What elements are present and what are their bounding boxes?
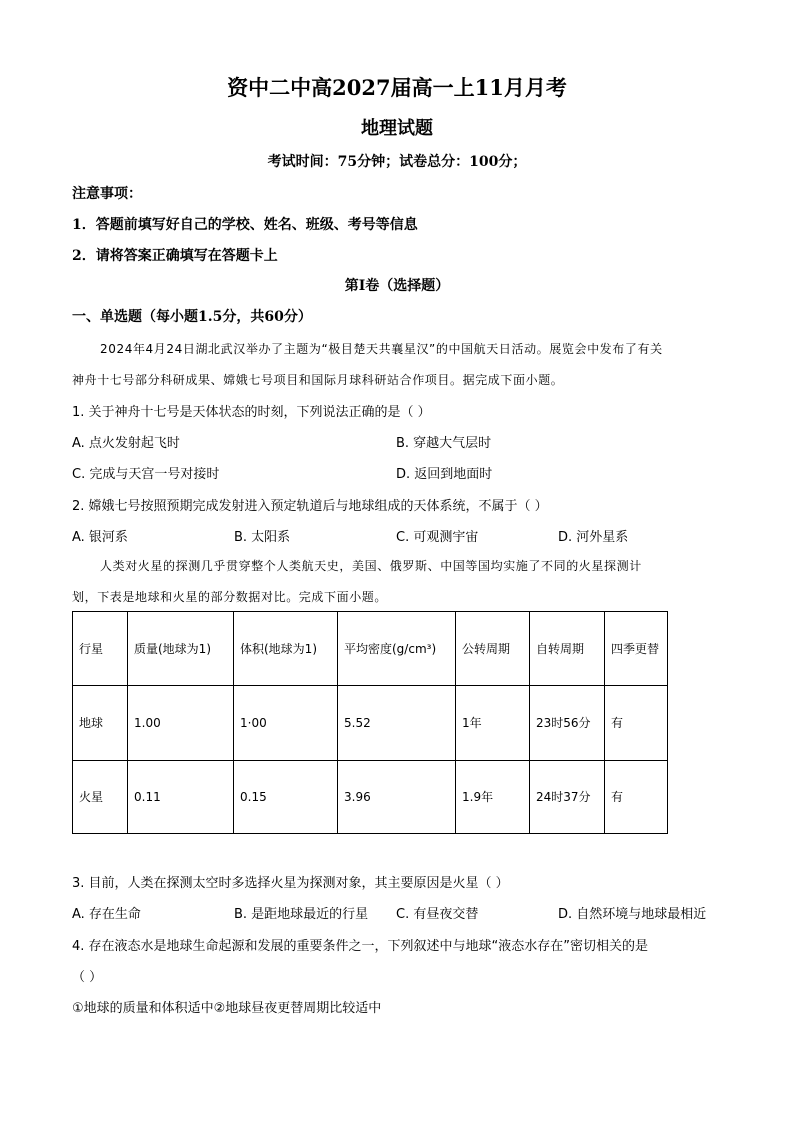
question-2-option-d: D. 河外星系 [558, 530, 629, 545]
table-row [73, 686, 668, 761]
table-header-cell: 公转周期 [456, 612, 530, 686]
table-header-cell: 质量(地球为1) [128, 612, 234, 686]
part-title: 一、单选题（每小题1.5分，共60分） [72, 309, 312, 325]
exam-title: 资中二中高2027届高一上11月月考 [227, 75, 567, 100]
table-cell: 23时56分 [530, 686, 605, 761]
question-1-option-a: A. 点火发射起飞时 [72, 436, 180, 451]
table-cell: 1.00 [128, 686, 234, 761]
question-3-option-d: D. 自然环境与地球最相近 [558, 907, 707, 922]
table-header-cell: 四季更替 [605, 612, 668, 686]
table-cell: 5.52 [338, 686, 456, 761]
question-2-stem: 2. 嫦娥七号按照预期完成发射进入预定轨道后与地球组成的天体系统，不属于（ ） [72, 499, 548, 514]
table-header-cell: 行星 [73, 612, 128, 686]
question-1-option-b: B. 穿越大气层时 [396, 436, 492, 451]
table-cell: 地球 [73, 686, 128, 761]
question-1-option-d: D. 返回到地面时 [396, 467, 493, 482]
question-2-option-b: B. 太阳系 [234, 530, 291, 545]
table-header-cell: 体积(地球为1) [234, 612, 338, 686]
question-3-option-b: B. 是距地球最近的行星 [234, 907, 369, 922]
question-2-option-c: C. 可观测宇宙 [396, 530, 479, 545]
passage2-line1: 人类对火星的探测几乎贯穿整个人类航天史，美国、俄罗斯、中国等国均实施了不同的火星探测计 [100, 559, 642, 573]
passage1-line1: 2024年4月24日湖北武汉举办了主题为“极目楚天共襄星汉”的中国航天日活动。展览会中发布了有关 [100, 342, 663, 356]
question-1-option-c: C. 完成与天宫一号对接时 [72, 467, 220, 482]
volume-title: 第I卷（选择题） [344, 278, 450, 294]
table-cell: 3.96 [338, 761, 456, 834]
table-header-row [73, 612, 668, 686]
table-cell: 1.9年 [456, 761, 530, 834]
question-3-option-a: A. 存在生命 [72, 907, 141, 922]
planet-comparison-table [72, 611, 668, 834]
table-row [73, 761, 668, 834]
table-cell: 1·00 [234, 686, 338, 761]
notice-item-1: 1．答题前填写好自己的学校、姓名、班级、考号等信息 [72, 217, 418, 233]
exam-info: 考试时间：75分钟；试卷总分：100分； [267, 154, 527, 170]
table-cell: 24时37分 [530, 761, 605, 834]
table-cell: 有 [605, 686, 668, 761]
question-4-stem: 4. 存在液态水是地球生命起源和发展的重要条件之一，下列叙述中与地球“液态水存在”密切相关的是 [72, 939, 649, 954]
passage1-line2: 神舟十七号部分科研成果、嫦娥七号项目和国际月球科研站合作项目。据完成下面小题。 [72, 373, 564, 387]
question-3-option-c: C. 有昼夜交替 [396, 907, 479, 922]
table-header-cell: 自转周期 [530, 612, 605, 686]
notice-heading: 注意事项： [72, 186, 142, 202]
table-cell: 1年 [456, 686, 530, 761]
question-3-stem: 3. 目前，人类在探测太空时多选择火星为探测对象，其主要原因是火星（ ） [72, 876, 509, 891]
question-2-option-a: A. 银河系 [72, 530, 128, 545]
question-4-stem-cont: （ ） [72, 970, 103, 985]
table-cell: 有 [605, 761, 668, 834]
table-cell: 0.11 [128, 761, 234, 834]
table-cell: 0.15 [234, 761, 338, 834]
question-4-statement: ①地球的质量和体积适中②地球昼夜更替周期比较适中 [72, 1001, 382, 1016]
question-1-stem: 1. 关于神舟十七号是天体状态的时刻，下列说法正确的是（ ） [72, 405, 431, 420]
table-cell: 火星 [73, 761, 128, 834]
table-header-cell: 平均密度(g/cm³) [338, 612, 456, 686]
notice-item-2: 2．请将答案正确填写在答题卡上 [72, 248, 278, 264]
passage2-line2: 划，下表是地球和火星的部分数据对比。完成下面小题。 [72, 590, 388, 604]
subject-title: 地理试题 [361, 118, 433, 139]
